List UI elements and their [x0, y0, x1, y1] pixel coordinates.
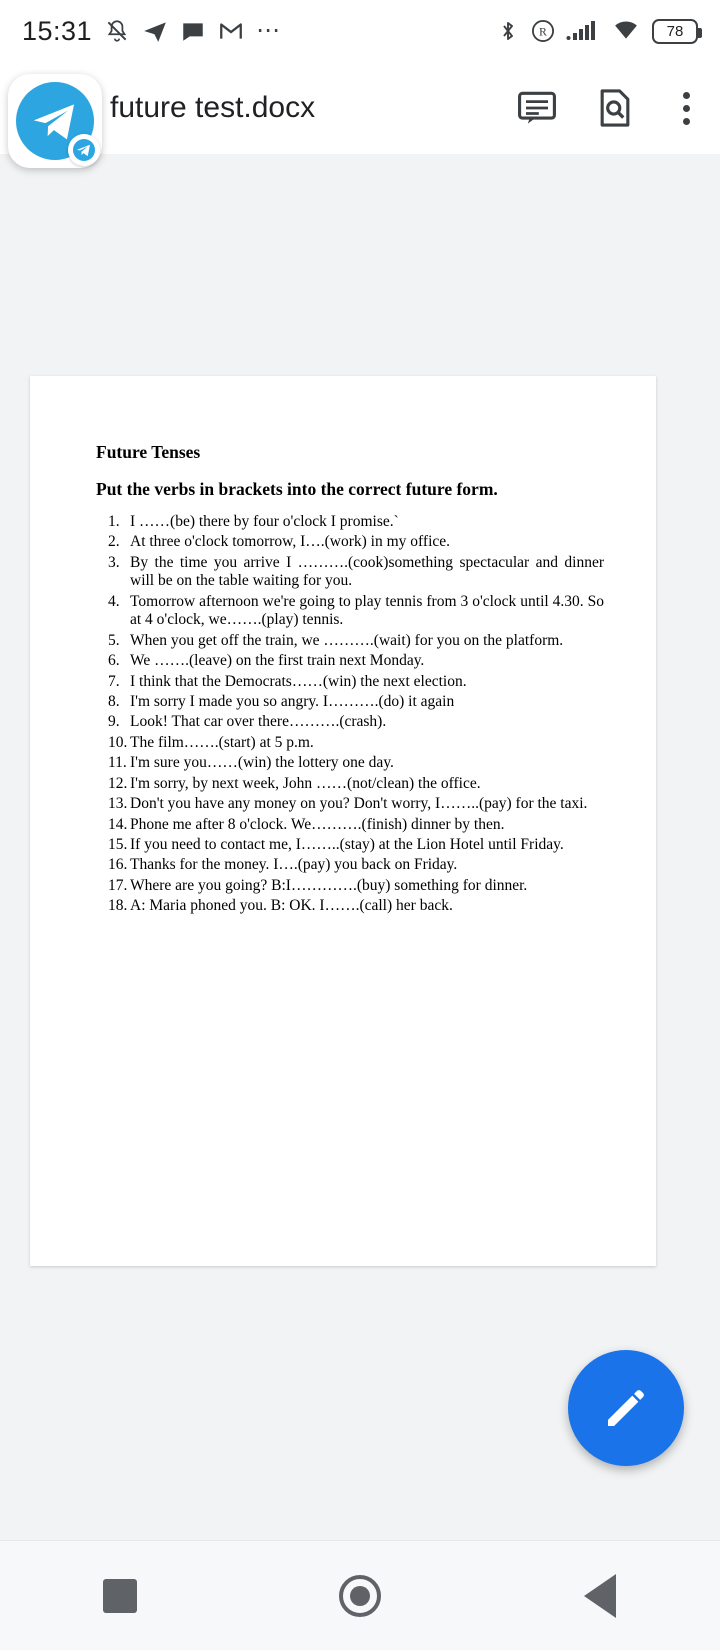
- item-number: 5.: [108, 631, 120, 649]
- back-button[interactable]: [540, 1561, 660, 1631]
- item-number: 6.: [108, 652, 120, 670]
- item-text: When you get off the train, we ……….(wait) for you on the platform.: [130, 631, 564, 649]
- item-text: Don't you have any money on you? Don't worry, I……..(pay) for the taxi.: [130, 795, 588, 813]
- bluetooth-icon: [496, 18, 520, 44]
- item-number: 14.: [108, 815, 128, 833]
- recents-button[interactable]: [60, 1561, 180, 1631]
- app-bar: [0, 62, 720, 154]
- find-icon[interactable]: [593, 86, 637, 130]
- item-text: Thanks for the money. I….(pay) you back on Friday.: [130, 856, 458, 874]
- status-system-icons: [496, 18, 698, 44]
- item-number: 18.: [108, 897, 128, 915]
- item-number: 2.: [108, 533, 120, 551]
- item-number: 10.: [108, 733, 128, 751]
- edit-fab-button[interactable]: [568, 1350, 684, 1466]
- item-text: Tomorrow afternoon we're going to play tennis from 3 o'clock until 4.30. So at 4 o'clock, we…….(play) tennis.: [130, 592, 604, 629]
- item-number: 16.: [108, 856, 128, 874]
- list-item: [96, 652, 604, 670]
- item-text: At three o'clock tomorrow, I….(work) in my office.: [130, 533, 451, 551]
- item-number: 15.: [108, 836, 128, 853]
- chat-bubble-icon: [180, 18, 206, 44]
- item-text: I think that the Democrats……(win) the next election.: [130, 672, 467, 690]
- item-number: 7.: [108, 672, 120, 690]
- system-nav-bar: [0, 1540, 720, 1650]
- item-number: 17.: [108, 876, 128, 894]
- item-number: 9.: [108, 713, 120, 731]
- item-number: 4.: [108, 592, 120, 610]
- list-item: [96, 897, 604, 915]
- item-text: We …….(leave) on the first train next Monday.: [130, 652, 425, 670]
- home-button[interactable]: [300, 1561, 420, 1631]
- app-bar-actions: [515, 86, 702, 131]
- item-text: Phone me after 8 o'clock. We……….(finish) dinner by then.: [130, 815, 505, 833]
- item-text: I'm sure you……(win) the lottery one day.: [130, 754, 394, 772]
- list-item: [96, 795, 604, 813]
- list-item: [96, 775, 604, 793]
- wifi-icon: [610, 18, 642, 44]
- item-text: The film…….(start) at 5 p.m.: [130, 733, 314, 751]
- more-dots-icon: ⋯: [256, 17, 283, 44]
- back-icon: [584, 1574, 616, 1618]
- item-number: 3.: [108, 553, 120, 571]
- list-item: [96, 734, 604, 752]
- recents-icon: [103, 1579, 137, 1613]
- signal-icon: [566, 18, 600, 44]
- item-text: Look! That car over there……….(crash).: [130, 713, 387, 731]
- list-item: [96, 554, 604, 591]
- battery-indicator: [652, 19, 698, 44]
- list-item: [96, 713, 604, 731]
- document-page: [30, 376, 656, 1266]
- list-item: [96, 673, 604, 691]
- item-number: 1.: [108, 513, 120, 530]
- page-title: future test.docx: [110, 91, 316, 124]
- list-item: [96, 632, 604, 650]
- item-text: I'm sorry I made you so angry. I……….(do) it again: [130, 692, 455, 710]
- item-number: 12.: [108, 774, 128, 792]
- mute-icon: [104, 18, 130, 44]
- list-item: [96, 513, 604, 531]
- status-clock: 15:31: [22, 15, 93, 46]
- list-item: [96, 533, 604, 551]
- telegram-icon: [142, 18, 168, 44]
- telegram-badge-icon: [68, 134, 100, 166]
- item-text: If you need to contact me, I……..(stay) at the Lion Hotel until Friday.: [130, 836, 564, 853]
- gmail-icon: [218, 18, 244, 44]
- item-number: 8.: [108, 692, 120, 710]
- svg-text:R: R: [539, 24, 547, 39]
- exercise-list: [96, 513, 604, 916]
- list-item: [96, 754, 604, 772]
- item-text: By the time you arrive I ……….(cook)something spectacular and dinner will be on the table waiting for you.: [130, 553, 604, 590]
- item-number: 11.: [108, 754, 127, 772]
- floating-telegram-app-icon[interactable]: [8, 74, 102, 168]
- list-item: [96, 593, 604, 630]
- list-item: [96, 836, 604, 854]
- list-item: [96, 877, 604, 895]
- item-text: I ……(be) there by four o'clock I promise.`: [130, 513, 399, 530]
- battery-level: 78: [666, 22, 684, 40]
- edit-pencil-icon: [599, 1381, 653, 1435]
- item-text: A: Maria phoned you. B: OK. I…….(call) her back.: [130, 897, 453, 915]
- overflow-menu-icon[interactable]: [671, 86, 702, 131]
- status-notification-icons: [104, 18, 282, 44]
- status-bar: [0, 0, 720, 62]
- home-icon: [339, 1575, 381, 1617]
- document-scroll-area[interactable]: [0, 154, 720, 1540]
- item-text: Where are you going? B:I………….(buy) something for dinner.: [130, 876, 528, 894]
- list-item: [96, 693, 604, 711]
- document-subheading: Put the verbs in brackets into the correct future form.: [96, 479, 498, 499]
- list-item: [96, 856, 604, 874]
- document-heading: Future Tenses: [96, 442, 201, 462]
- registered-icon: [530, 18, 556, 44]
- list-item: [96, 816, 604, 834]
- comment-icon[interactable]: [515, 86, 559, 130]
- item-text: I'm sorry, by next week, John ……(not/clean) the office.: [130, 774, 481, 792]
- item-number: 13.: [108, 795, 128, 813]
